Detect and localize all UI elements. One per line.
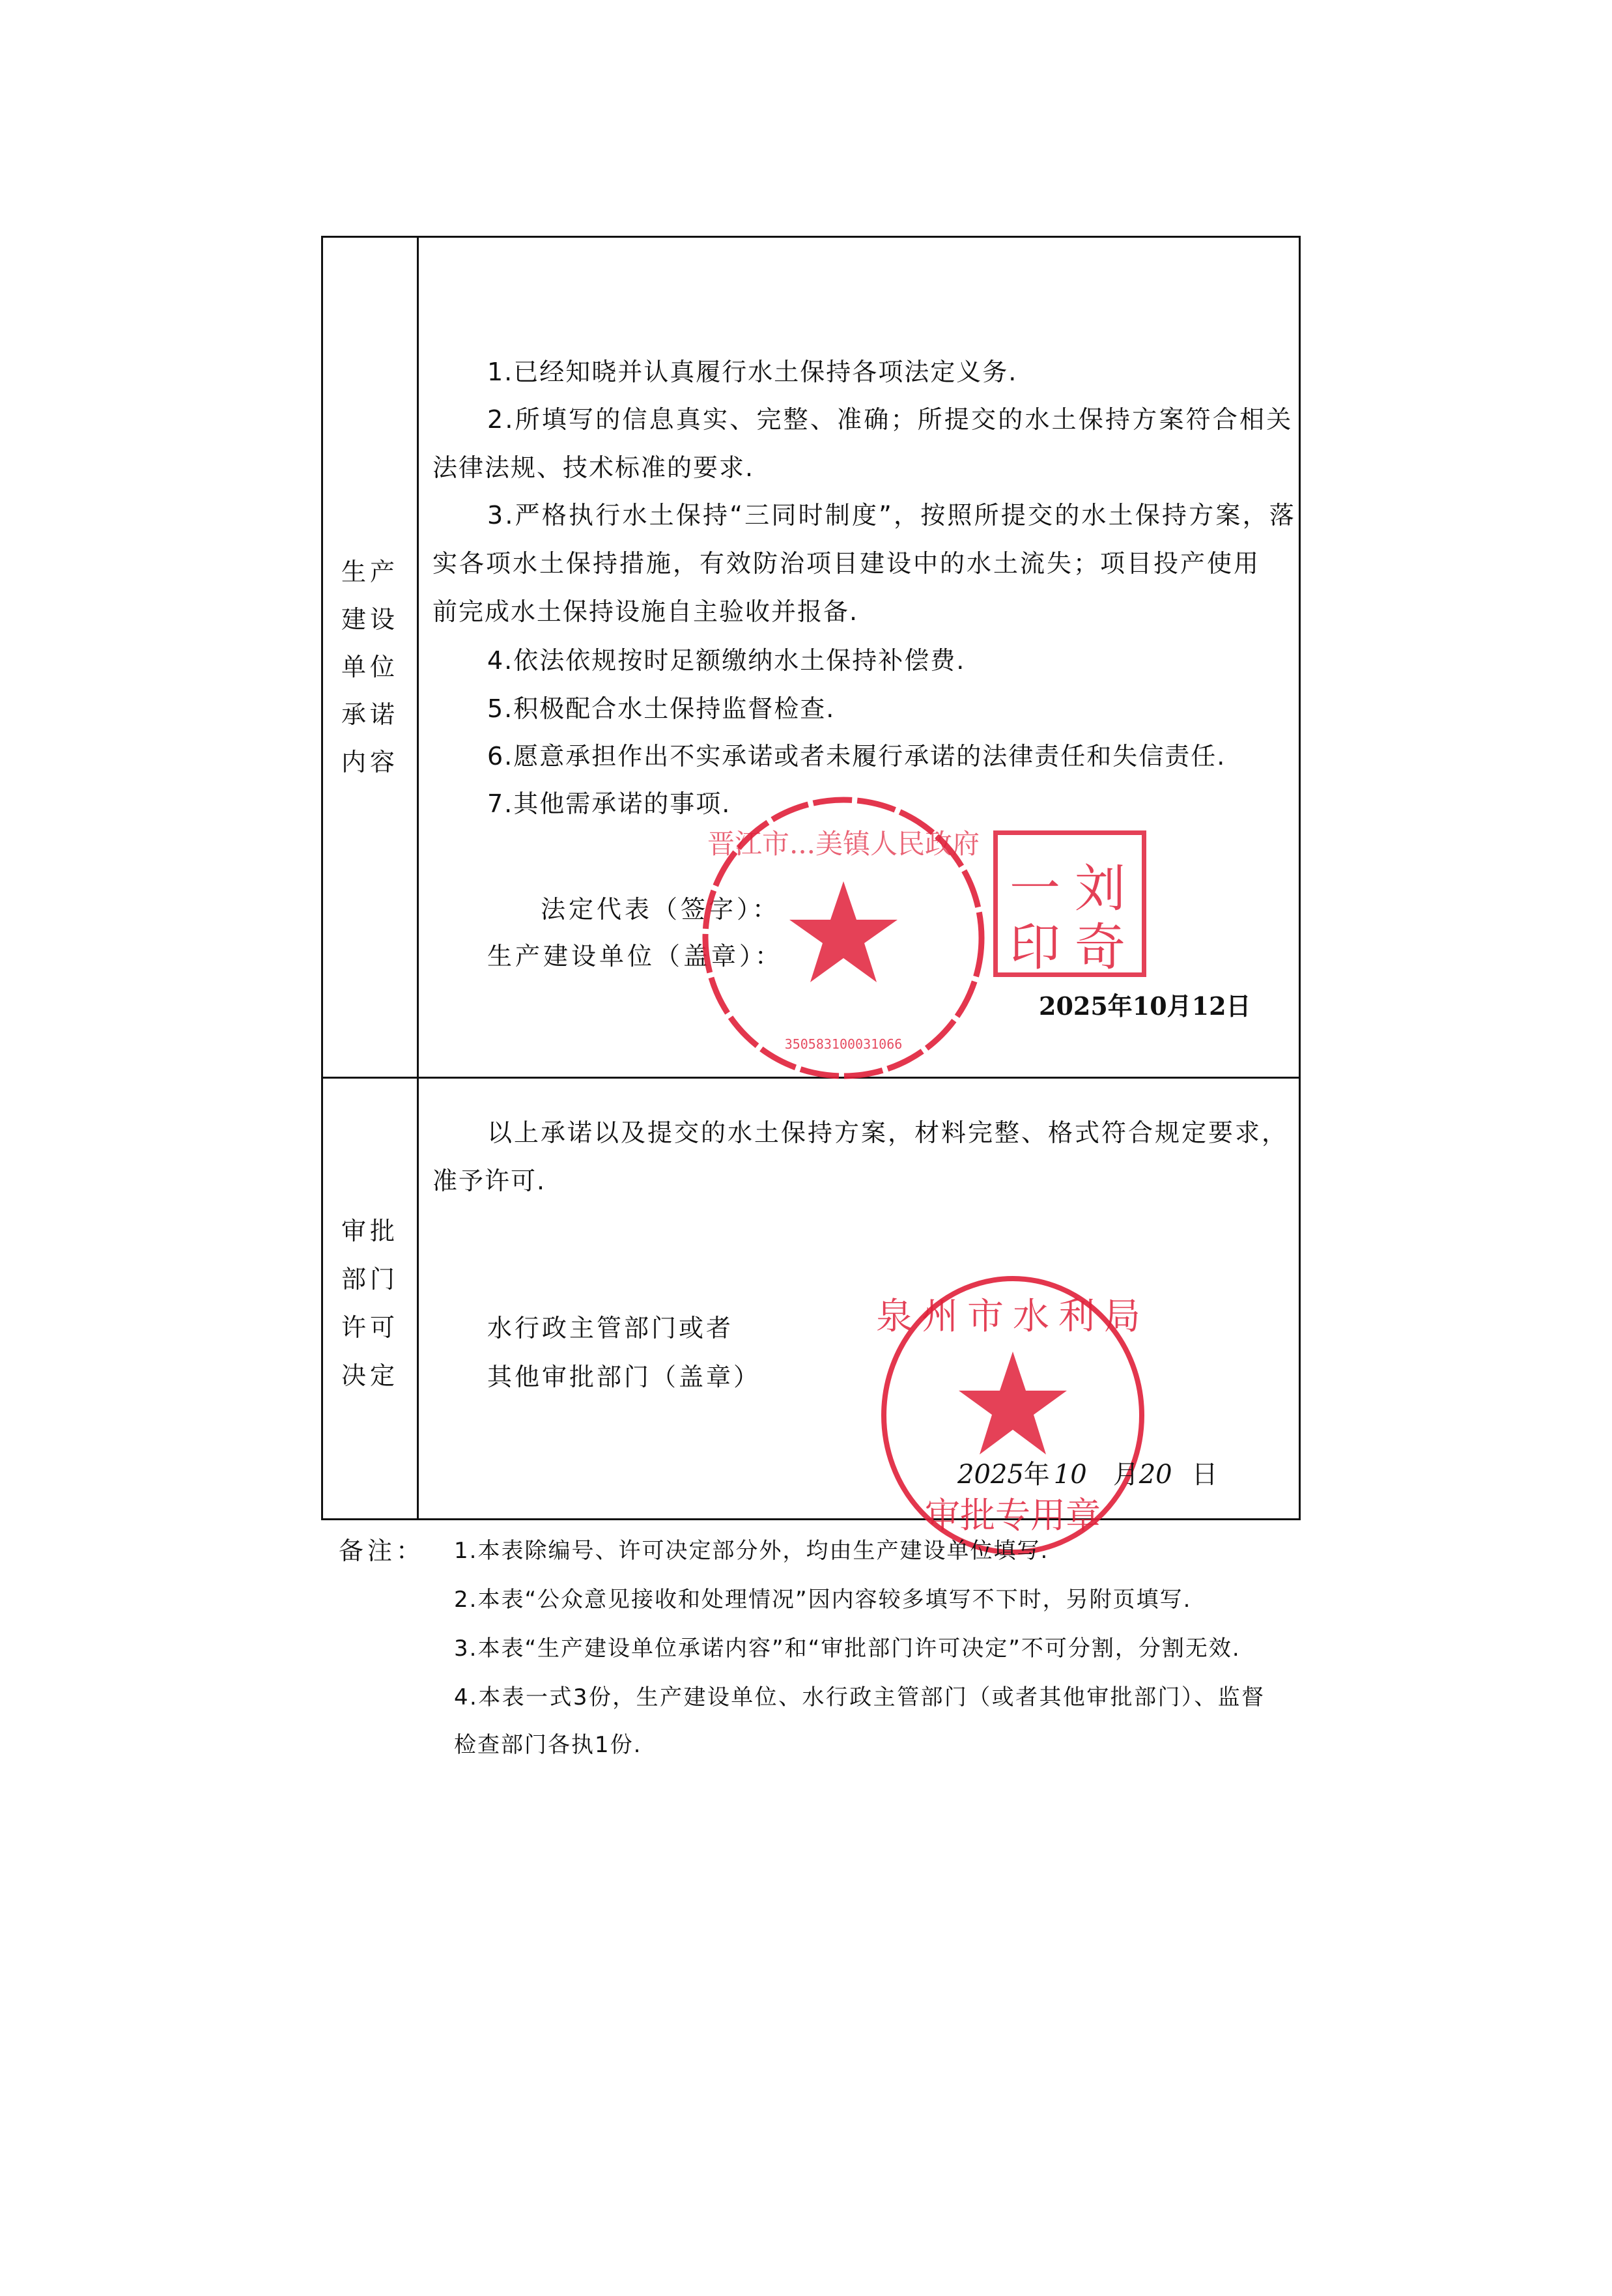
label-line: 决定 xyxy=(341,1361,399,1390)
seal-star-icon xyxy=(789,881,898,982)
label-line: 生产 xyxy=(341,558,399,586)
commitment-item-2-cont: 法律法规、技术标准的要求. xyxy=(432,453,755,482)
note-line-2: 2.本表“公众意见接收和处理情况”因内容较多填写不下时，另附页填写. xyxy=(454,1587,1192,1613)
seal-code: 350583100031066 xyxy=(784,1036,903,1052)
unit-seal-label: 生产建设单位（盖章）： xyxy=(487,942,784,971)
approval-date xyxy=(957,1454,1218,1491)
seal-char: 印 xyxy=(1010,918,1061,977)
table-column-divider xyxy=(417,236,419,1520)
approval-text-line-2: 准予许可. xyxy=(432,1167,546,1195)
note-line-3: 3.本表“生产建设单位承诺内容”和“审批部门许可决定”不可分割，分割无效. xyxy=(454,1636,1241,1662)
town-government-seal xyxy=(690,791,997,1084)
approval-section-label xyxy=(339,1216,401,1409)
approval-text-line-1: 以上承诺以及提交的水土保持方案，材料完整、格式符合规定要求， xyxy=(487,1118,1289,1147)
commitment-item-5: 5.积极配合水土保持监督检查. xyxy=(487,694,836,723)
seal-subtext: 审批专用章 xyxy=(925,1495,1101,1536)
label-line: 许可 xyxy=(341,1313,399,1342)
personal-name-seal xyxy=(993,830,1146,977)
seal-text: 泉州市水利局 xyxy=(876,1296,1150,1338)
commitment-item-7: 7.其他需承诺的事项. xyxy=(487,789,731,818)
label-line: 部门 xyxy=(341,1265,399,1294)
water-bureau-approval-seal xyxy=(870,1267,1156,1573)
label-line: 单位 xyxy=(341,653,399,681)
commitment-item-1: 1.已经知晓并认真履行水土保持各项法定义务. xyxy=(487,358,1018,386)
label-line: 审批 xyxy=(341,1217,399,1245)
label-line: 建设 xyxy=(341,605,399,634)
commitment-item-3-cont2: 前完成水土保持设施自主验收并报备. xyxy=(432,597,859,626)
seal-star-icon xyxy=(959,1352,1067,1454)
approval-date-month-unit: 月 xyxy=(1112,1460,1139,1490)
seal-char: 刘 xyxy=(1075,860,1126,918)
approval-date-year-unit: 年 xyxy=(1023,1460,1050,1490)
label-line: 承诺 xyxy=(341,700,399,729)
commitment-item-3: 3.严格执行水土保持“三同时制度”，按照所提交的水土保持方案，落 xyxy=(487,501,1297,530)
commitment-section-label xyxy=(339,557,401,795)
notes-label: 备注： xyxy=(339,1537,425,1565)
commitment-item-4: 4.依法依规按时足额缴纳水土保持补偿费. xyxy=(487,646,966,675)
note-line-5: 检查部门各执1份. xyxy=(454,1732,642,1758)
commitment-date: 2025年10月12日 xyxy=(1039,991,1251,1021)
note-line-4: 4.本表一式3份，生产建设单位、水行政主管部门（或者其他审批部门）、监督 xyxy=(454,1684,1266,1710)
approval-date-day-unit: 日 xyxy=(1191,1460,1218,1490)
legal-representative-signature-label: 法定代表（签字）： xyxy=(541,895,781,924)
approval-date-year: 2025 xyxy=(957,1460,1024,1490)
commitment-item-6: 6.愿意承担作出不实承诺或者未履行承诺的法律责任和失信责任. xyxy=(487,742,1226,771)
seal-char: 奇 xyxy=(1075,918,1126,977)
approval-date-month: 10 xyxy=(1053,1460,1087,1490)
label-line: 内容 xyxy=(341,748,399,776)
approval-date-day: 20 xyxy=(1138,1460,1172,1490)
department-label-2: 其他审批部门（盖章） xyxy=(487,1363,761,1391)
department-label-1: 水行政主管部门或者 xyxy=(487,1314,734,1342)
note-line-1: 1.本表除编号、许可决定部分外，均由生产建设单位填写. xyxy=(454,1538,1049,1564)
commitment-item-3-cont: 实各项水土保持措施，有效防治项目建设中的水土流失；项目投产使用 xyxy=(432,549,1261,578)
seal-text: 晋江市...美镇人民政府 xyxy=(707,828,980,860)
seal-char: 一 xyxy=(1010,860,1061,918)
commitment-item-2: 2.所填写的信息真实、完整、准确；所提交的水土保持方案符合相关 xyxy=(487,405,1294,434)
